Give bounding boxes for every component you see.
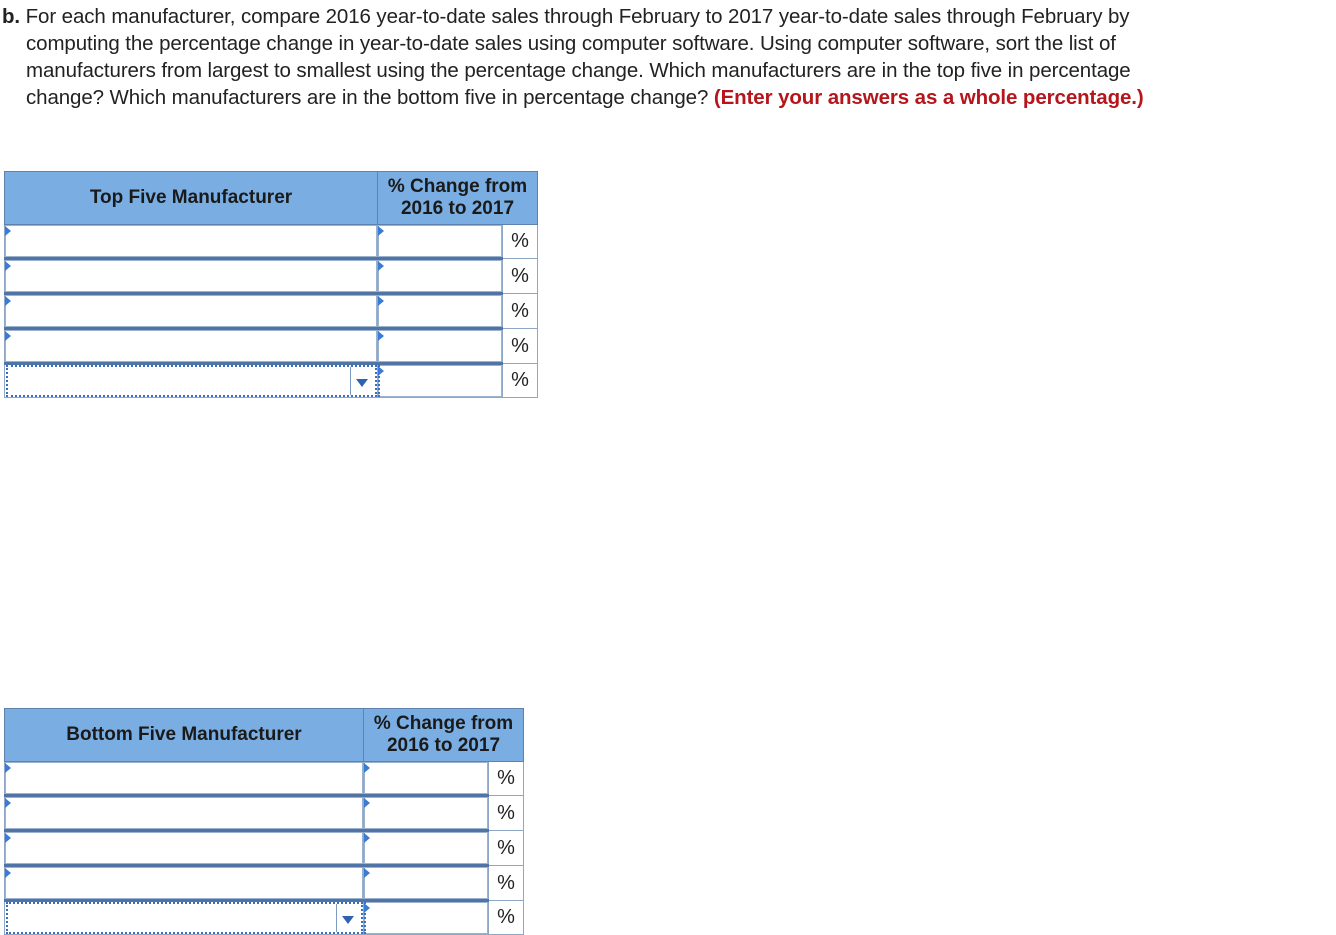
- top-five-change-header-line1: % Change from: [387, 176, 528, 197]
- top-five-change-header-line2: 2016 to 2017: [400, 198, 515, 219]
- percent-unit: %: [503, 225, 538, 259]
- flag-icon: [5, 833, 11, 843]
- bottom-five-manufacturer-input[interactable]: [5, 832, 363, 864]
- question-line-2: computing the percentage change in year-to-date sales using computer software. Using computer software, sort the list of: [26, 32, 1116, 55]
- flag-icon: [5, 296, 11, 306]
- answer-format-instruction: (Enter your answers as a whole percentage.): [713, 86, 1144, 109]
- bottom-five-change-header: [364, 709, 524, 762]
- top-five-change-input[interactable]: [378, 295, 502, 327]
- top-five-change-cell: [378, 364, 503, 398]
- flag-icon: [364, 868, 370, 878]
- top-five-change-cell: [378, 329, 503, 364]
- flag-icon: [378, 226, 384, 236]
- bottom-five-manufacturer-cell: [5, 866, 364, 901]
- bottom-five-change-cell: [364, 866, 489, 901]
- top-five-change-input[interactable]: [378, 225, 502, 257]
- top-five-manufacturer-header: Top Five Manufacturer: [5, 172, 378, 225]
- bottom-five-manufacturer-input[interactable]: [5, 797, 363, 829]
- flag-icon: [364, 798, 370, 808]
- top-five-manufacturer-input[interactable]: [5, 330, 377, 362]
- top-five-manufacturer-dropdown[interactable]: [6, 365, 377, 397]
- flag-icon: [5, 798, 11, 808]
- bottom-five-row: [5, 831, 524, 866]
- top-five-change-cell: [378, 259, 503, 294]
- bottom-five-change-cell: [364, 901, 489, 935]
- question-label: b.: [2, 5, 21, 28]
- flag-icon: [364, 833, 370, 843]
- top-five-manufacturer-cell: [5, 329, 378, 364]
- chevron-down-icon[interactable]: [342, 916, 354, 924]
- flag-icon: [378, 296, 384, 306]
- bottom-five-change-cell: [364, 796, 489, 831]
- bottom-five-manufacturer-input[interactable]: [5, 867, 363, 899]
- bottom-five-change-cell: [364, 831, 489, 866]
- bottom-five-manufacturer-cell: [5, 831, 364, 866]
- flag-icon: [364, 903, 370, 913]
- top-five-manufacturer-input[interactable]: [5, 260, 377, 292]
- bottom-five-row: [5, 762, 524, 796]
- top-five-change-cell: [378, 294, 503, 329]
- question-line-3: manufacturers from largest to smallest using the percentage change. Which manufacturers are in the top five in percentage: [26, 59, 1131, 82]
- flag-icon: [378, 331, 384, 341]
- bottom-five-manufacturer-dropdown[interactable]: [6, 902, 363, 934]
- question-line-1-text: For each manufacturer, compare 2016 year-to-date sales through February to 2017 year-to-date sales through February by: [20, 5, 1130, 28]
- flag-icon: [5, 226, 11, 236]
- bottom-five-manufacturer-cell: [5, 901, 364, 935]
- top-five-change-cell: [378, 225, 503, 259]
- bottom-five-row: [5, 796, 524, 831]
- dropdown-divider: [336, 904, 337, 932]
- bottom-five-change-input[interactable]: [364, 902, 488, 934]
- flag-icon: [5, 261, 11, 271]
- percent-unit: %: [503, 259, 538, 294]
- bottom-five-row: [5, 866, 524, 901]
- bottom-five-change-input[interactable]: [364, 832, 488, 864]
- bottom-five-manufacturer-header: Bottom Five Manufacturer: [5, 709, 364, 762]
- bottom-five-row: [5, 901, 524, 935]
- top-five-change-input[interactable]: [378, 330, 502, 362]
- question-line-4-text: change? Which manufacturers are in the bottom five in percentage change?: [26, 86, 709, 109]
- top-five-table: [4, 171, 538, 398]
- flag-icon: [364, 763, 370, 773]
- bottom-five-change-input[interactable]: [364, 797, 488, 829]
- top-five-change-header: [378, 172, 538, 225]
- top-five-row: [5, 225, 538, 259]
- bottom-five-change-input[interactable]: [364, 867, 488, 899]
- top-five-manufacturer-cell: [5, 259, 378, 294]
- flag-icon: [378, 261, 384, 271]
- bottom-five-change-input[interactable]: [364, 762, 488, 794]
- percent-unit: %: [489, 866, 524, 901]
- top-five-row: [5, 329, 538, 364]
- flag-icon: [5, 868, 11, 878]
- top-five-manufacturer-cell: [5, 294, 378, 329]
- percent-unit: %: [503, 329, 538, 364]
- percent-unit: %: [489, 796, 524, 831]
- bottom-five-change-header-line1: % Change from: [373, 713, 514, 734]
- question-line-4: [2, 84, 1327, 111]
- percent-unit: %: [489, 831, 524, 866]
- top-five-manufacturer-input[interactable]: [5, 225, 377, 257]
- top-five-change-input[interactable]: [378, 260, 502, 292]
- bottom-five-manufacturer-input[interactable]: [5, 762, 363, 794]
- top-five-manufacturer-input[interactable]: [5, 295, 377, 327]
- bottom-five-manufacturer-cell: [5, 796, 364, 831]
- flag-icon: [5, 763, 11, 773]
- percent-unit: %: [503, 294, 538, 329]
- top-five-row: [5, 259, 538, 294]
- bottom-five-change-cell: [364, 762, 489, 796]
- percent-unit: %: [503, 364, 538, 398]
- bottom-five-manufacturer-cell: [5, 762, 364, 796]
- chevron-down-icon[interactable]: [356, 379, 368, 387]
- bottom-five-table: [4, 708, 524, 935]
- flag-icon: [378, 366, 384, 376]
- top-five-row: [5, 294, 538, 329]
- bottom-five-change-header-line2: 2016 to 2017: [386, 735, 501, 756]
- question-line-1: [2, 3, 1327, 30]
- top-five-change-input[interactable]: [378, 365, 502, 397]
- top-five-manufacturer-cell: [5, 225, 378, 259]
- question-text: [2, 3, 1327, 111]
- flag-icon: [5, 331, 11, 341]
- dropdown-divider: [350, 367, 351, 395]
- percent-unit: %: [489, 901, 524, 935]
- top-five-manufacturer-cell: [5, 364, 378, 398]
- percent-unit: %: [489, 762, 524, 796]
- top-five-row: [5, 364, 538, 398]
